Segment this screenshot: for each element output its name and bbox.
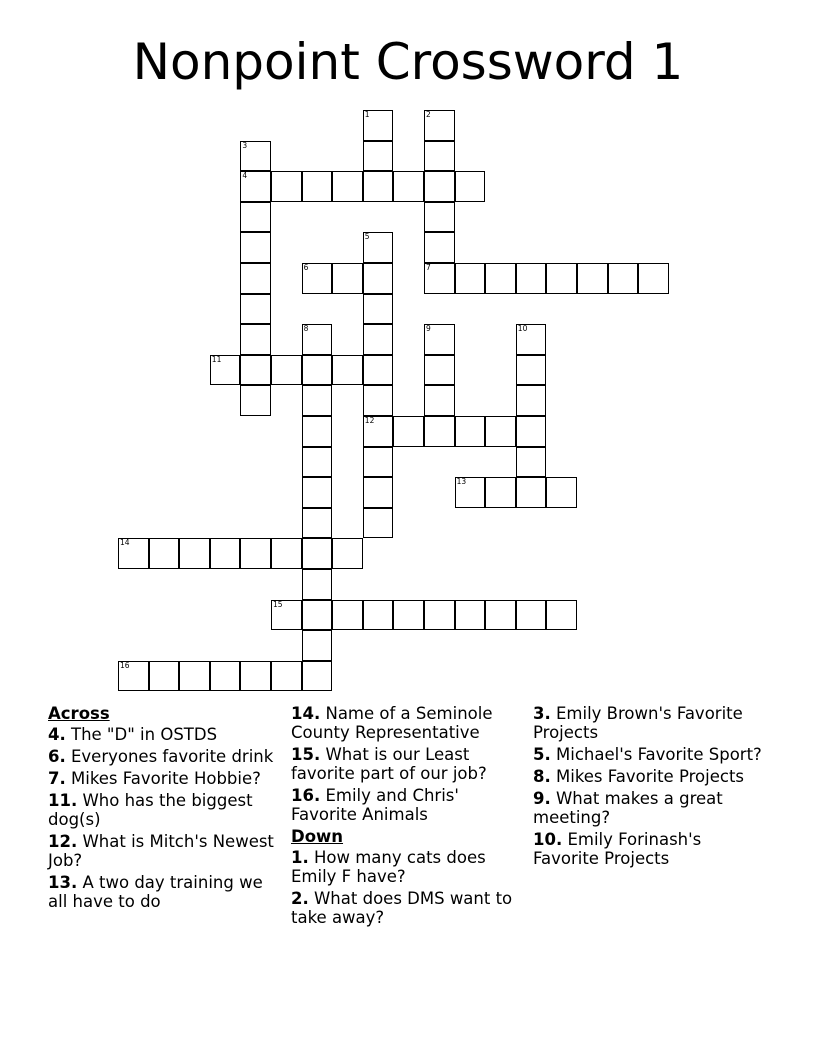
grid-cell[interactable] [455, 477, 486, 508]
down-heading: Down [291, 827, 344, 846]
clue-number: 5 [364, 232, 370, 242]
grid-cell[interactable] [302, 171, 333, 202]
down-clue [533, 789, 763, 827]
clue-text: A two day training we all have to do [48, 873, 263, 911]
grid-cell[interactable] [271, 538, 302, 569]
grid-cell[interactable] [424, 324, 455, 355]
grid-cell[interactable] [424, 232, 455, 263]
grid-cell[interactable] [332, 600, 363, 631]
grid-cell[interactable] [424, 110, 455, 141]
down-clue [291, 889, 521, 927]
grid-cell[interactable] [271, 661, 302, 692]
across-clue [291, 745, 521, 783]
grid-cell[interactable] [240, 385, 271, 416]
grid-cell[interactable] [240, 355, 271, 386]
across-clue [48, 873, 278, 911]
clue-text: The "D" in OSTDS [65, 725, 218, 744]
grid-cell[interactable] [271, 355, 302, 386]
grid-cell[interactable] [516, 477, 547, 508]
clue-number-label: 5. [533, 745, 551, 764]
grid-cell[interactable] [424, 355, 455, 386]
clue-text: Who has the biggest dog(s) [48, 791, 253, 829]
grid-cell[interactable] [516, 385, 547, 416]
clue-text: Emily Brown's Favorite Projects [533, 704, 743, 742]
across-clue-list [48, 725, 278, 911]
clue-number-label: 12. [48, 832, 78, 851]
grid-cell[interactable] [240, 263, 271, 294]
grid-cell[interactable] [363, 416, 394, 447]
grid-cell[interactable] [393, 416, 424, 447]
grid-cell[interactable] [546, 600, 577, 631]
grid-cell[interactable] [577, 263, 608, 294]
grid-cell[interactable] [393, 600, 424, 631]
clue-number: 12 [364, 416, 375, 425]
grid-cell[interactable] [302, 661, 333, 692]
clue-number: 2 [426, 110, 431, 119]
clue-number-label: 10. [533, 830, 563, 849]
across-clue [48, 725, 278, 744]
grid-cell[interactable] [455, 171, 486, 202]
clue-number: 11 [211, 354, 222, 364]
page-title: Nonpoint Crossword 1 [132, 33, 684, 91]
grid-cell[interactable] [516, 600, 547, 631]
grid-cell[interactable] [546, 477, 577, 508]
grid-cell[interactable] [332, 355, 363, 386]
grid-cell[interactable] [210, 355, 241, 386]
down-clue-list [291, 848, 521, 927]
clue-number: 14 [120, 538, 130, 548]
down-clue [533, 704, 763, 742]
grid-cell[interactable] [363, 508, 394, 539]
grid-cell[interactable] [424, 202, 455, 233]
clue-number: 8 [303, 324, 309, 334]
grid-cell[interactable] [271, 171, 302, 202]
clue-text: Emily and Chris' Favorite Animals [291, 786, 459, 824]
grid-cell[interactable] [332, 171, 363, 202]
down-clue-list-continued [533, 704, 763, 868]
down-clue [533, 830, 763, 868]
clue-number-label: 9. [533, 789, 551, 808]
grid-cell[interactable] [271, 600, 302, 631]
clue-number: 13 [456, 477, 467, 487]
across-clue-list-continued [291, 704, 521, 824]
grid-cell[interactable] [240, 232, 271, 263]
grid-cell[interactable] [363, 385, 394, 416]
clue-text: Name of a Seminole County Representative [291, 704, 493, 742]
grid-cell[interactable] [455, 416, 486, 447]
grid-cell[interactable] [455, 263, 486, 294]
down-clue [533, 767, 763, 786]
grid-cell[interactable] [210, 538, 241, 569]
grid-cell[interactable] [302, 355, 333, 386]
grid-cell[interactable] [149, 661, 180, 692]
grid-cell[interactable] [302, 416, 333, 447]
grid-cell[interactable] [302, 263, 333, 294]
clue-text: Michael's Favorite Sport? [550, 745, 762, 764]
grid-cell[interactable] [210, 661, 241, 692]
across-clue [291, 704, 521, 742]
grid-cell[interactable] [424, 263, 455, 294]
grid-cell[interactable] [424, 600, 455, 631]
grid-cell[interactable] [302, 477, 333, 508]
clue-number-label: 7. [48, 769, 66, 788]
grid-cell[interactable] [302, 447, 333, 478]
grid-cell[interactable] [118, 661, 149, 692]
clue-number-label: 1. [291, 848, 309, 867]
grid-cell[interactable] [516, 324, 547, 355]
clue-number-label: 15. [291, 745, 321, 764]
grid-cell[interactable] [485, 477, 516, 508]
clue-text: What is Mitch's Newest Job? [48, 832, 274, 870]
clue-text: Emily Forinash's Favorite Projects [533, 830, 702, 868]
grid-cell[interactable] [638, 263, 669, 294]
across-clue [48, 747, 278, 766]
grid-cell[interactable] [179, 538, 210, 569]
clue-number: 16 [120, 660, 130, 670]
clue-text: Mikes Favorite Projects [550, 767, 745, 786]
clue-number: 6 [303, 263, 309, 272]
grid-cell[interactable] [363, 600, 394, 631]
clue-number: 15 [273, 599, 283, 609]
grid-cell[interactable] [363, 263, 394, 294]
grid-cell[interactable] [516, 416, 547, 447]
grid-cell[interactable] [485, 263, 516, 294]
grid-cell[interactable] [455, 600, 486, 631]
grid-cell[interactable] [424, 171, 455, 202]
clue-text: What makes a great meeting? [533, 789, 723, 827]
grid-cell[interactable] [363, 477, 394, 508]
clue-number: 4 [242, 171, 248, 181]
clue-number-label: 16. [291, 786, 321, 805]
grid-cell[interactable] [302, 508, 333, 539]
grid-cell[interactable] [240, 141, 271, 172]
grid-cell[interactable] [240, 171, 271, 202]
grid-cell[interactable] [149, 538, 180, 569]
clue-text: What does DMS want to take away? [291, 889, 513, 927]
grid-cell[interactable] [332, 538, 363, 569]
grid-cell[interactable] [302, 385, 333, 416]
across-clue [48, 791, 278, 829]
grid-cell[interactable] [302, 324, 333, 355]
grid-cell[interactable] [302, 600, 333, 631]
clue-number-label: 11. [48, 791, 78, 810]
clue-text: Mikes Favorite Hobbie? [65, 769, 261, 788]
clue-number-label: 14. [291, 704, 321, 723]
across-clue [291, 786, 521, 824]
clues-column-1 [48, 704, 278, 914]
clues-column-2 [291, 704, 521, 930]
clue-text: Everyones favorite drink [65, 747, 274, 766]
across-heading: Across [48, 704, 110, 723]
clue-text: How many cats does Emily F have? [291, 848, 486, 886]
grid-cell[interactable] [608, 263, 639, 294]
grid-cell[interactable] [424, 385, 455, 416]
grid-cell[interactable] [393, 171, 424, 202]
clue-number-label: 8. [533, 767, 551, 786]
grid-cell[interactable] [424, 141, 455, 172]
grid-cell[interactable] [516, 447, 547, 478]
grid-cell[interactable] [363, 324, 394, 355]
clue-number: 3 [242, 140, 248, 150]
grid-cell[interactable] [363, 355, 394, 386]
clue-number: 1 [364, 110, 370, 119]
clue-number-label: 4. [48, 725, 66, 744]
clues-column-3 [533, 704, 763, 871]
grid-cell[interactable] [240, 202, 271, 233]
clue-number: 10 [517, 324, 528, 334]
grid-cell[interactable] [485, 416, 516, 447]
grid-cell[interactable] [240, 294, 271, 325]
grid-cell[interactable] [240, 538, 271, 569]
grid-cell[interactable] [516, 263, 547, 294]
clue-number-label: 6. [48, 747, 66, 766]
clue-number: 9 [426, 324, 431, 334]
grid-cell[interactable] [332, 263, 363, 294]
grid-cell[interactable] [302, 630, 333, 661]
grid-cell[interactable] [424, 416, 455, 447]
grid-cell[interactable] [516, 355, 547, 386]
clue-text: What is our Least favorite part of our job? [291, 745, 487, 783]
clue-number: 7 [426, 263, 431, 272]
grid-cell[interactable] [240, 661, 271, 692]
grid-cell[interactable] [363, 447, 394, 478]
clue-number-label: 2. [291, 889, 309, 908]
across-clue [48, 769, 278, 788]
grid-cell[interactable] [363, 141, 394, 172]
grid-cell[interactable] [363, 232, 394, 263]
clue-number-label: 13. [48, 873, 78, 892]
grid-cell[interactable] [485, 600, 516, 631]
across-clue [48, 832, 278, 870]
grid-cell[interactable] [179, 661, 210, 692]
grid-cell[interactable] [240, 324, 271, 355]
down-clue [291, 848, 521, 886]
grid-cell[interactable] [302, 569, 333, 600]
grid-cell[interactable] [363, 110, 394, 141]
grid-cell[interactable] [546, 263, 577, 294]
down-clue [533, 745, 763, 764]
grid-cell[interactable] [363, 171, 394, 202]
clue-number-label: 3. [533, 704, 551, 723]
grid-cell[interactable] [118, 538, 149, 569]
grid-cell[interactable] [363, 294, 394, 325]
grid-cell[interactable] [302, 538, 333, 569]
